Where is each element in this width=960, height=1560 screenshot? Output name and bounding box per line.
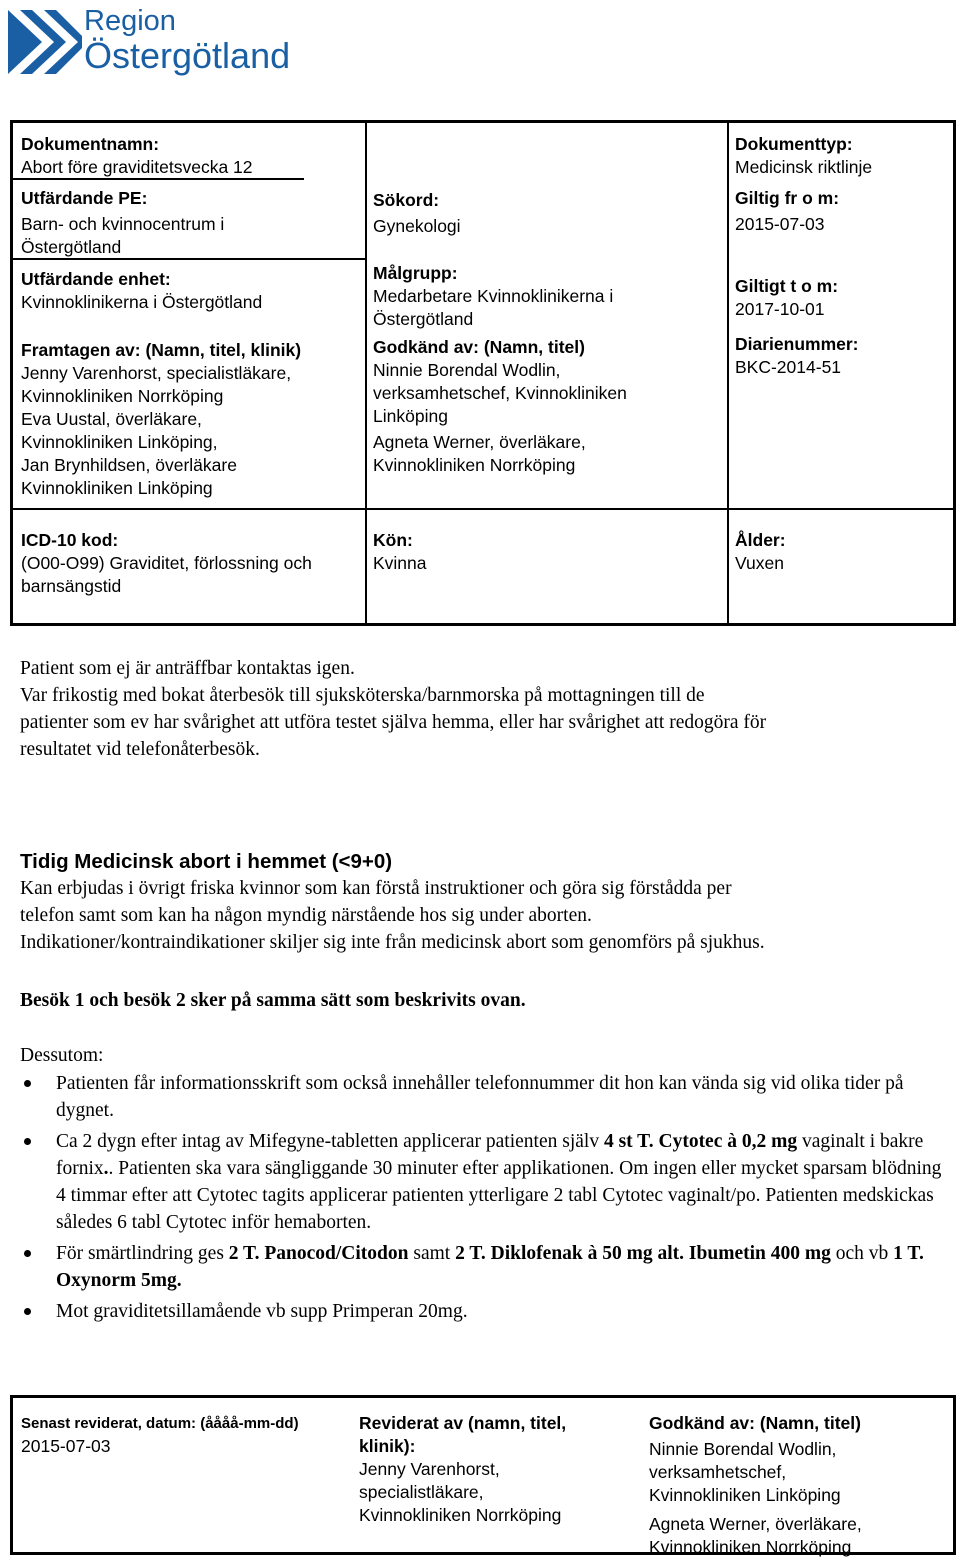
utfardande-pe-cell: [21, 187, 224, 259]
giltig-fr-cell: [735, 187, 839, 236]
logo-line1: Region: [84, 5, 176, 37]
list-item-text: Patienten får informationsskrift som också innehåller telefonnummer dit hon kan vända sig vid olika tider på dygnet.: [56, 1073, 904, 1121]
utfardande-pe-line: Barn- och kvinnocentrum i: [21, 214, 225, 234]
divider: [13, 508, 953, 510]
kon-value: Kvinna: [373, 553, 427, 573]
giltig-to-cell: [735, 275, 838, 321]
footer-godkand-line: Agneta Werner, överläkare,: [649, 1514, 862, 1534]
dokumenttyp-label: Dokumenttyp:: [735, 134, 853, 154]
region-ostergotland-logo-icon: [2, 2, 82, 80]
framtagen-cell: [21, 339, 301, 500]
footer-godkand-line: Ninnie Borendal Wodlin,: [649, 1439, 837, 1459]
framtagen-line: Jan Brynhildsen, överläkare: [21, 455, 237, 475]
giltig-to-label: Giltigt t o m:: [735, 276, 839, 296]
list-item-text: samt: [408, 1243, 456, 1264]
icd-line: barnsängstid: [21, 576, 122, 596]
godkand-line: Agneta Werner, överläkare,: [373, 432, 586, 452]
bullet-icon: [24, 1080, 31, 1087]
list-item: [20, 1070, 955, 1124]
footer-table: [10, 1395, 956, 1555]
utfardande-enhet-label: Utfärdande enhet:: [21, 269, 171, 289]
section-line: telefon samt som kan ha någon myndig närstående hos sig under aborten.: [20, 905, 592, 926]
sokord-cell: [373, 189, 461, 238]
header-table: [10, 120, 956, 626]
sokord-label: Sökord:: [373, 190, 440, 210]
kon-cell: [373, 529, 427, 575]
framtagen-line: Jenny Varenhorst, specialistläkare,: [21, 363, 292, 383]
senast-label: Senast reviderat, datum: (åååå-mm-dd): [21, 1415, 299, 1432]
footer-godkand-label: Godkänd av: (Namn, titel): [649, 1413, 861, 1433]
section-line: Indikationer/kontraindikationer skiljer sig inte från medicinsk abort som genomförs på sjukhus.: [20, 932, 765, 953]
reviderat-cell: [359, 1412, 566, 1527]
framtagen-line: Kvinnokliniken Norrköping: [21, 386, 224, 406]
instruction-list: [20, 1070, 955, 1329]
dessutom-label: Dessutom:: [20, 1045, 104, 1066]
diarienummer-value: BKC-2014-51: [735, 357, 842, 377]
godkand-line: Ninnie Borendal Wodlin,: [373, 360, 561, 380]
footer-godkand-line: Kvinnokliniken Norrköping: [649, 1537, 852, 1557]
reviderat-line: specialistläkare,: [359, 1482, 484, 1502]
region-logo: [0, 0, 300, 82]
list-item-text: 4 st T. Cytotec à 0,2 mg: [603, 1131, 798, 1152]
kon-label: Kön:: [373, 530, 413, 550]
senast-value: 2015-07-03: [21, 1436, 111, 1456]
godkand-line: Linköping: [373, 406, 448, 426]
list-item-text: 2 T. Panocod/Citodon: [228, 1243, 409, 1264]
framtagen-label: Framtagen av: (Namn, titel, klinik): [21, 340, 302, 360]
godkand-line: Kvinnokliniken Norrköping: [373, 455, 576, 475]
giltig-fr-value: 2015-07-03: [735, 214, 825, 234]
malgrupp-line: Medarbetare Kvinnoklinikerna i: [373, 286, 614, 306]
list-item-text: vaginalt i bakre fornix: [56, 1131, 924, 1179]
godkand-label: Godkänd av: (Namn, titel): [373, 337, 585, 357]
section-line: Kan erbjudas i övrigt friska kvinnor som kan förstå instruktioner och göra sig förstådda per: [20, 878, 732, 899]
dokumentnamn-label: Dokumentnamn:: [21, 134, 160, 154]
intro-line: resultatet vid telefonåterbesök.: [20, 739, 260, 760]
divider: [727, 123, 729, 626]
logo-line2: Östergötland: [84, 35, 291, 76]
dokumenttyp-value: Medicinsk riktlinje: [735, 157, 873, 177]
section-home-abortion: [20, 848, 950, 956]
icd-line: (O00-O99) Graviditet, förlossning och: [21, 553, 312, 573]
list-item-text: Ca 2 dygn efter intag av Mifegyne-tabletten applicerar patienten själv: [56, 1131, 604, 1152]
godkand-cell: [373, 336, 627, 477]
senast-cell: [21, 1412, 299, 1458]
intro-line: patienter som ev har svårighet att utföra testet själva hemma, eller har svårighet att redogöra för: [20, 712, 767, 733]
alder-value: Vuxen: [735, 553, 784, 573]
sokord-value: Gynekologi: [373, 216, 461, 236]
list-item-text: . Patienten ska vara sängliggande 30 minuter efter applikationen. Om ingen eller mycket sparsam blödning 4 timmar efter att Cytotec tagits applicerar patienten ytterligare 2 tabl Cytotec vaginalt/po. Patienten medskickas således 6 tabl Cytotec inför hemaborten.: [56, 1158, 942, 1233]
utfardande-pe-label: Utfärdande PE:: [21, 188, 148, 208]
malgrupp-cell: [373, 262, 613, 331]
bullet-icon: [24, 1308, 31, 1315]
malgrupp-line: Östergötland: [373, 309, 474, 329]
footer-godkand-cell: [649, 1412, 862, 1559]
dokumentnamn-value: Abort före graviditetsvecka 12: [21, 157, 253, 177]
utfardande-enhet-cell: [21, 268, 262, 314]
reviderat-line: Kvinnokliniken Norrköping: [359, 1505, 562, 1525]
reviderat-label: klinik):: [359, 1436, 416, 1456]
alder-label: Ålder:: [735, 530, 786, 550]
list-item-text: och vb: [830, 1243, 894, 1264]
dokumenttyp-cell: [735, 133, 872, 179]
utfardande-enhet-value: Kvinnoklinikerna i Östergötland: [21, 292, 263, 312]
giltig-to-value: 2017-10-01: [735, 299, 825, 319]
malgrupp-label: Målgrupp:: [373, 263, 458, 283]
visit-note: Besök 1 och besök 2 sker på samma sätt som beskrivits ovan.: [20, 990, 526, 1011]
framtagen-line: Kvinnokliniken Linköping,: [21, 432, 218, 452]
list-item-text: Mot graviditetsillamående vb supp Primperan 20mg.: [56, 1301, 468, 1322]
list-item: [20, 1240, 955, 1294]
diarienummer-label: Diarienummer:: [735, 334, 859, 354]
utfardande-pe-line: Östergötland: [21, 237, 122, 257]
list-item: [20, 1298, 955, 1325]
intro-line: Patient som ej är anträffbar kontaktas igen.: [20, 658, 355, 679]
bullet-icon: [24, 1138, 31, 1145]
giltig-fr-label: Giltig fr o m:: [735, 188, 840, 208]
framtagen-line: Eva Uustal, överläkare,: [21, 409, 202, 429]
bullet-icon: [24, 1250, 31, 1257]
alder-cell: [735, 529, 786, 575]
list-item-text: 1 T. Oxynorm 5mg.: [56, 1243, 924, 1291]
icd-label: ICD-10 kod:: [21, 530, 119, 550]
footer-godkand-line: verksamhetschef,: [649, 1462, 787, 1482]
list-item-text: För smärtlindring ges: [56, 1243, 229, 1264]
intro-paragraph: [20, 655, 950, 763]
list-item: Ca 2 dygn efter intag av Mifegyne-tabletten applicerar patienten själv 4 st T. Cytotec à 0,2 mg vaginalt i bakre fornix.. Patienten ska vara sängliggande 30 minuter efter applikationen. Om ingen eller mycket sparsam blödning 4 timmar efter att Cytotec tagits applicerar patienten ytterligare 2 tabl Cytotec vaginalt/po. Patienten medskickas således 6 tabl Cytotec inför hemaborten.: [20, 1128, 955, 1236]
footer-godkand-line: Kvinnokliniken Linköping: [649, 1485, 841, 1505]
reviderat-line: Jenny Varenhorst,: [359, 1459, 500, 1479]
section-heading: Tidig Medicinsk abort i hemmet (<9+0): [20, 850, 393, 873]
reviderat-label: Reviderat av (namn, titel,: [359, 1413, 567, 1433]
intro-line: Var frikostig med bokat återbesök till sjuksköterska/barnmorska på mottagningen till de: [20, 685, 705, 706]
diarienummer-cell: [735, 333, 859, 379]
divider: [365, 123, 367, 626]
icd-cell: [21, 529, 312, 598]
dokumentnamn-cell: [21, 133, 253, 179]
framtagen-line: Kvinnokliniken Linköping: [21, 478, 213, 498]
list-item-text: 2 T. Diklofenak à 50 mg alt. Ibumetin 400 mg: [455, 1243, 831, 1264]
godkand-line: verksamhetschef, Kvinnokliniken: [373, 383, 627, 403]
